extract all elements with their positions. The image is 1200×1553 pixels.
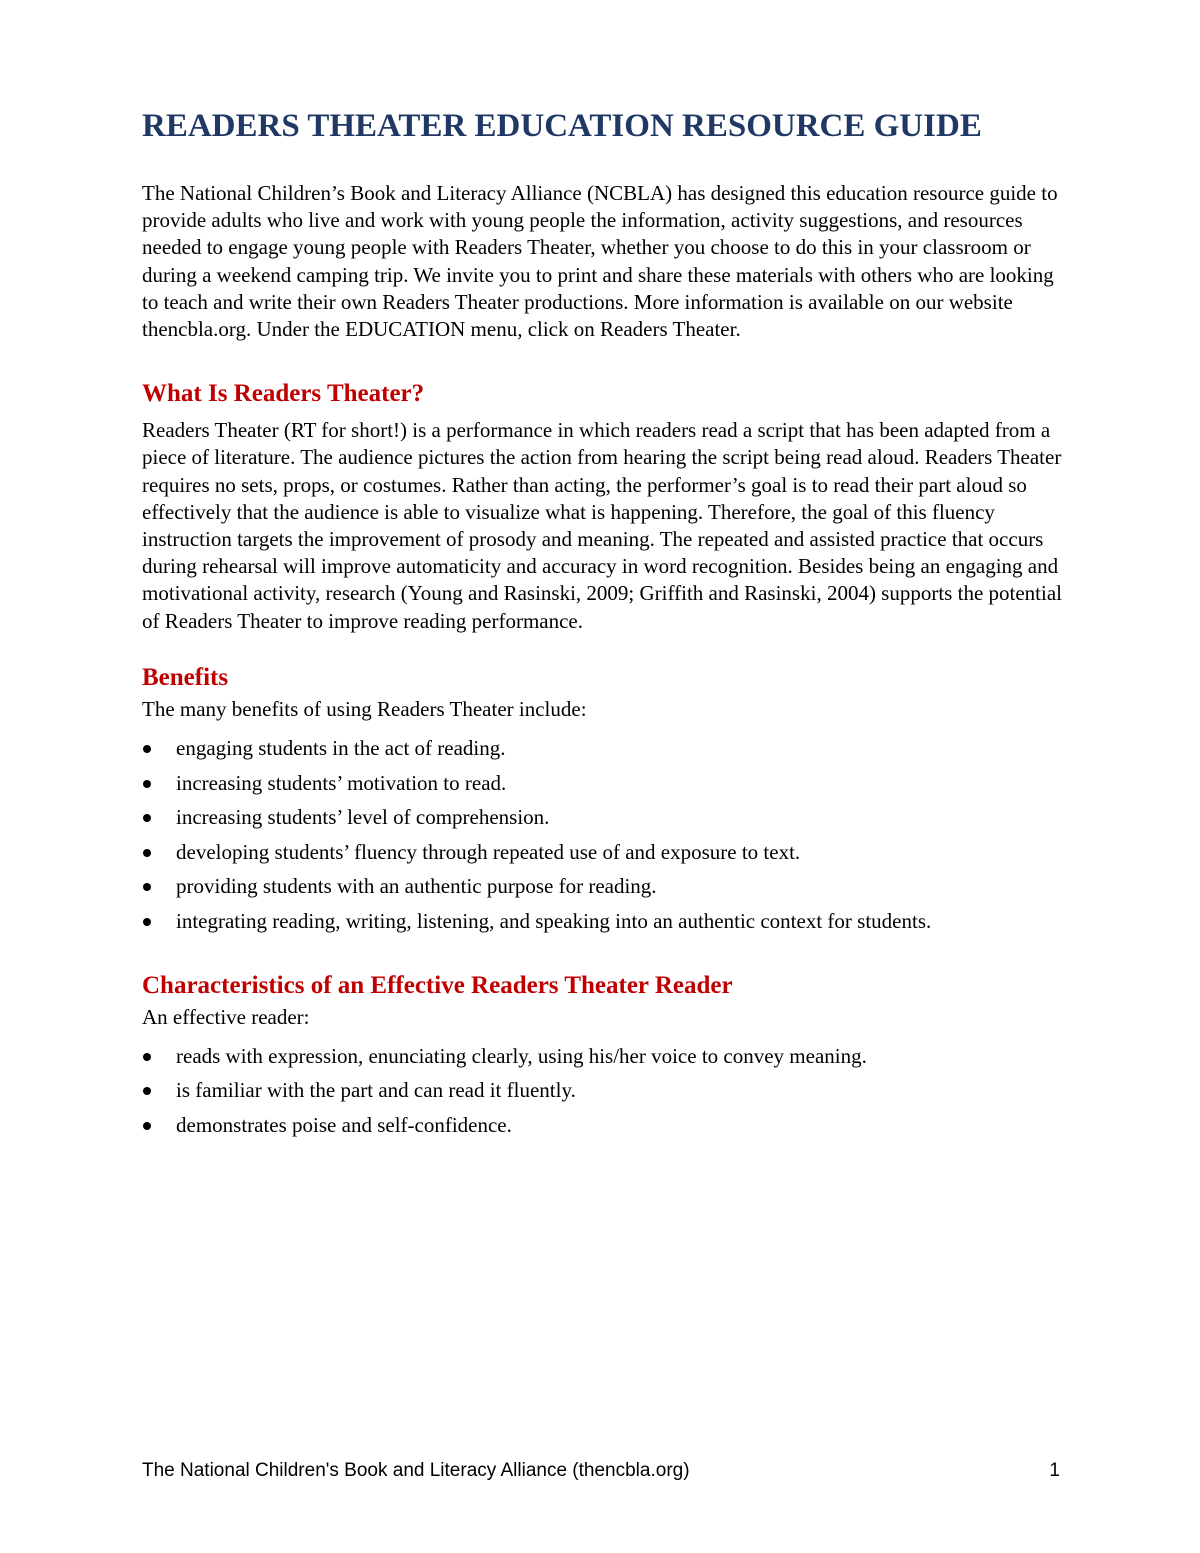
what-is-paragraph: Readers Theater (RT for short!) is a performance in which readers read a script that has been adapted from a piece of literature. The audience pictures the action from hearing the script being read aloud. Readers Theater requires no sets, props, or costumes. Rather than acting, the performer’s goal is to read their part aloud so effectively that the audience is able to visualize what is happening. Therefore, the goal of this fluency instruction targets the improvement of prosody and meaning. The repeated and assisted practice that occurs during rehearsal will improve automaticity and accuracy in word recognition. Besides being an engaging and motivational activity, research (Young and Rasinski, 2009; Griffith and Rasinski, 2004) supports the potential of Readers Theater to improve reading performance.: [142, 418, 1062, 633]
list-item-text: engaging students in the act of reading.: [176, 736, 506, 761]
list-item: [142, 1077, 1062, 1104]
page-content: [142, 100, 1062, 1146]
section-heading-benefits: Benefits: [142, 663, 229, 691]
list-item-text: increasing students’ level of comprehension.: [176, 805, 550, 830]
list-item: [142, 1043, 1062, 1070]
benefits-list: [142, 735, 1062, 935]
benefits-intro: The many benefits of using Readers Theater include:: [142, 696, 587, 721]
document-title: READERS THEATER EDUCATION RESOURCE GUIDE: [142, 108, 982, 144]
list-item-text: integrating reading, writing, listening, and speaking into an authentic context for students.: [176, 908, 932, 933]
characteristics-intro: An effective reader:: [142, 1004, 310, 1029]
page-footer: [142, 1458, 1060, 1484]
list-item-text: increasing students’ motivation to read.: [176, 770, 507, 795]
bullet-icon: [143, 814, 151, 822]
bullet-icon: [143, 745, 151, 753]
list-item: [142, 839, 1062, 866]
list-item-text: demonstrates poise and self-confidence.: [176, 1112, 512, 1137]
page-number: 1: [1049, 1460, 1060, 1481]
intro-paragraph: The National Children’s Book and Literacy Alliance (NCBLA) has designed this education resource guide to provide adults who live and work with young people the information, activity suggestions, and resources needed to engage young people with Readers Theater, whether you choose to do this in your classroom or during a weekend camping trip. We invite you to print and share these materials with others who are looking to teach and write their own Readers Theater productions. More information is available on our website thencbla.org. Under the EDUCATION menu, click on Readers Theater.: [142, 181, 1058, 342]
bullet-icon: [143, 1122, 151, 1130]
list-item: [142, 873, 1062, 900]
list-item: [142, 804, 1062, 831]
bullet-icon: [143, 780, 151, 788]
footer-text: The National Children's Book and Literacy Alliance (thencbla.org): [142, 1460, 690, 1481]
list-item-text: reads with expression, enunciating clearly, using his/her voice to convey meaning.: [176, 1043, 867, 1068]
characteristics-list: [142, 1043, 1062, 1139]
list-item-text: developing students’ fluency through repeated use of and exposure to text.: [176, 839, 801, 864]
bullet-icon: [143, 883, 151, 891]
section-heading-what-is: What Is Readers Theater?: [142, 380, 425, 408]
list-item: [142, 1112, 1062, 1139]
list-item: [142, 908, 1062, 935]
list-item-text: providing students with an authentic purpose for reading.: [176, 874, 657, 899]
bullet-icon: [143, 849, 151, 857]
list-item: [142, 770, 1062, 797]
list-item-text: is familiar with the part and can read it fluently.: [176, 1078, 576, 1103]
bullet-icon: [143, 1053, 151, 1061]
bullet-icon: [143, 918, 151, 926]
list-item: [142, 735, 1062, 762]
bullet-icon: [143, 1087, 151, 1095]
section-heading-characteristics: Characteristics of an Effective Readers Theater Reader: [142, 971, 733, 999]
